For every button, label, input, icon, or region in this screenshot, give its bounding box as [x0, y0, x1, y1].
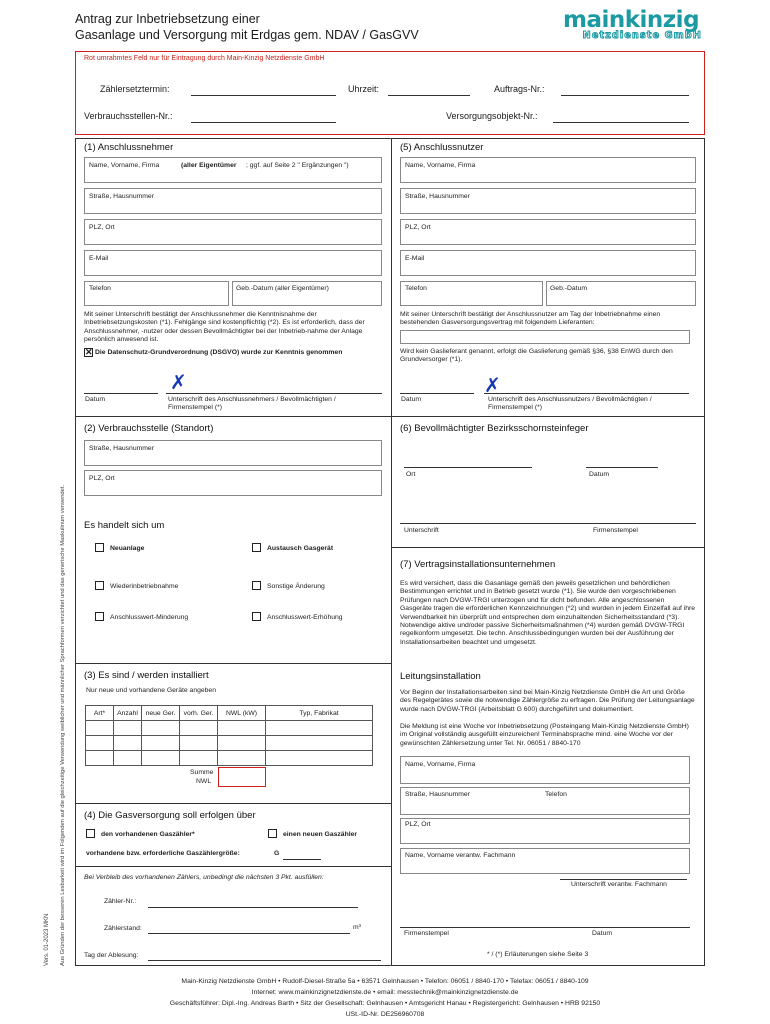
- summe-nwl-field[interactable]: [218, 767, 266, 787]
- s5-strasse-field[interactable]: [400, 188, 696, 214]
- section3-heading: (3) Es sind / werden installiert: [84, 670, 209, 681]
- s6-signature-line[interactable]: [400, 523, 696, 524]
- s2-plz-label: PLZ, Ort: [89, 475, 115, 482]
- form-title-line1: Antrag zur Inbetriebsetzung einer: [75, 12, 260, 26]
- s5-telefon-label: Telefon: [405, 285, 427, 292]
- table-row[interactable]: [86, 721, 373, 736]
- logo-subtitle: Netzdienste GmbH: [582, 30, 702, 41]
- neuer-zaehler-checkbox[interactable]: [268, 829, 277, 838]
- footer-line3: Geschäftsführer: Dipl.-Ing. Andreas Barth • Sitz der Gesellschaft: Gelnhausen • Amtsgericht Hanau • Registergericht: Gelnhausen • HRB 92150: [169, 1000, 601, 1007]
- ablesung-field[interactable]: [148, 960, 381, 961]
- s6-ort-label: Ort: [406, 471, 416, 478]
- erhoehung-label: Anschlusswert-Erhöhung: [267, 614, 343, 621]
- section4-heading: (4) Die Gasversorgung soll erfolgen über: [84, 810, 256, 821]
- s1-datum-line[interactable]: [84, 393, 158, 394]
- s6-ort-line[interactable]: [404, 467, 532, 468]
- s5-strasse-label: Straße, Hausnummer: [405, 193, 470, 200]
- s6-datum-label: Datum: [589, 471, 610, 478]
- s7-firmenstempel-label: Firmenstempel: [404, 930, 449, 937]
- austausch-checkbox[interactable]: [252, 543, 261, 552]
- m3-unit: m³: [353, 924, 361, 931]
- versorgungsobjekt-nr-label: Versorgungsobjekt-Nr.:: [446, 111, 538, 121]
- verbleib-note: Bei Verbleib des vorhandenen Zählers, unbedingt die nächsten 3 Pkt. ausfüllen:: [84, 874, 324, 881]
- zaehlersetztermin-label: Zählersetztermin:: [100, 84, 170, 94]
- s2-plz-field[interactable]: [84, 470, 382, 496]
- s7-fachmann-signature-label: Unterschrift verantw. Fachmann: [571, 881, 667, 888]
- signature-marker-icon: ✗: [170, 370, 187, 394]
- zaehler-nr-label: Zähler-Nr.:: [104, 898, 137, 905]
- leitung-text: Vor Beginn der Installationsarbeiten sind bei Main-Kinzig Netzdienste GmbH die Art und Größe des Regelgerätes sowie die notwendige Zählergröße zu erfragen. Die Prüfung der Leitungsanlage wurde nach DVGW-TRGI (Arbeitsblatt G 600) durchgeführt und dokumentiert.: [400, 689, 695, 713]
- separator-s2-s3: [75, 663, 391, 664]
- s7-plz-field[interactable]: [400, 818, 690, 844]
- section5-heading: (5) Anschlussnutzer: [400, 142, 484, 153]
- zaehlergroesse-label: vorhandene bzw. erforderliche Gaszählergröße:: [86, 850, 240, 857]
- erhoehung-checkbox[interactable]: [252, 612, 261, 621]
- vorhandener-zaehler-checkbox[interactable]: [86, 829, 95, 838]
- s1-name-note-bold: (aller Eigentümer: [181, 162, 237, 169]
- s3-subtitle: Nur neue und vorhandene Geräte angeben: [86, 687, 216, 694]
- s5-signature-line[interactable]: [484, 393, 689, 394]
- summe-label: Summe: [190, 769, 214, 776]
- footer-line1: Main-Kinzig Netzdienste GmbH • Rudolf-Diesel-Straße 5a • 63571 Gelnhausen • Telefon: 06051 / 8840-170 • Telefax: 06051 / 8840-109: [181, 978, 589, 985]
- ablesung-label: Tag der Ablesung:: [84, 952, 139, 959]
- s1-signature-line[interactable]: [166, 393, 382, 394]
- zaehlerstand-field[interactable]: [148, 933, 350, 934]
- s5-contract-text: Mit seiner Unterschrift bestätigt der Anschlussnutzer am Tag der Inbetriebnahme einen bestehenden Gasversorgungsvertrag mit folgendem Lieferanten:: [400, 311, 661, 327]
- devices-table-header: [86, 706, 373, 721]
- version-label: Vers. 01-2023 MKN: [44, 913, 50, 966]
- s1-name-note: ; ggf. auf Seite 2 " Ergänzungen "): [246, 162, 349, 169]
- section7-heading: (7) Vertragsinstallationsunternehmen: [400, 559, 556, 570]
- s5-signature-label: Unterschrift des Anschlussnutzers / Bevollmächtigten / Firmenstempel (*): [488, 396, 652, 412]
- minderung-checkbox[interactable]: [95, 612, 104, 621]
- form-title-line2: Gasanlage und Versorgung mit Erdgas gem. NDAV / GasGVV: [75, 28, 419, 42]
- s1-email-label: E-Mail: [89, 255, 109, 262]
- separator-verbleib: [75, 866, 391, 867]
- s1-strasse-label: Straße, Hausnummer: [89, 193, 154, 200]
- wiederinbetriebnahme-label: Wiederinbetriebnahme: [110, 583, 179, 590]
- s7-strasse-label: Straße, Hausnummer: [405, 791, 470, 798]
- s6-datum-line[interactable]: [586, 467, 658, 468]
- s2-strasse-field[interactable]: [84, 440, 382, 466]
- s5-name-label: Name, Vorname, Firma: [405, 162, 476, 169]
- verbrauchsstellen-nr-label: Verbrauchsstellen-Nr.:: [84, 111, 173, 121]
- side-note: Aus Gründen der besseren Lesbarkeit wird im Folgenden auf die gleichzeitige Verwendung weiblicher und männlicher Sprachformen verzichtet und das generische Maskulinum verwendet.: [60, 484, 66, 966]
- table-row[interactable]: [86, 736, 373, 751]
- s5-geb-label: Geb.-Datum: [550, 285, 588, 292]
- zaehlersetztermin-field[interactable]: [191, 95, 336, 96]
- logo-wordmark: mainkinzig: [563, 7, 700, 33]
- s6-firmenstempel-label: Firmenstempel: [593, 527, 638, 534]
- s5-plz-field[interactable]: [400, 219, 696, 245]
- leitung-deadline-text: Die Meldung ist eine Woche vor Inbetriebsetzung (Posteingang Main-Kinzig Netzdienste GmbH) im Original vollständig ausgefüllt einzureichen! Terminabsprache mind. eine Woche vor der gewünschten Zählersetzung unter Tel. Nr. 06051 / 8840-170: [400, 723, 689, 747]
- s5-datum-line[interactable]: [400, 393, 474, 394]
- separator-s3-s4: [75, 803, 391, 804]
- col-header: Anzahl: [114, 706, 142, 721]
- wiederinbetriebnahme-checkbox[interactable]: [95, 581, 104, 590]
- s7-stamp-line[interactable]: [400, 927, 690, 928]
- zaehler-nr-field[interactable]: [148, 907, 358, 908]
- neuer-zaehler-label: einen neuen Gaszähler: [283, 831, 358, 838]
- col-header: Art*: [86, 706, 114, 721]
- s1-strasse-field[interactable]: [84, 188, 382, 214]
- s7-datum-label: Datum: [592, 930, 613, 937]
- col-header: neue Ger.: [142, 706, 180, 721]
- lieferant-field[interactable]: [400, 330, 690, 344]
- s1-geb-label: Geb.-Datum (aller Eigentümer): [236, 285, 329, 292]
- auftrags-nr-field[interactable]: [561, 95, 689, 96]
- verbrauchsstellen-nr-field[interactable]: [191, 122, 336, 123]
- uhrzeit-field[interactable]: [388, 95, 470, 96]
- signature-marker-icon: ✗: [484, 373, 501, 397]
- zaehlerstand-label: Zählerstand:: [104, 925, 142, 932]
- s1-signature-label: Unterschrift des Anschlussnehmers / Bevollmächtigten / Firmenstempel (*): [168, 396, 336, 412]
- s1-name-label: Name, Vorname, Firma: [89, 162, 160, 169]
- s7-fachmann-label: Name, Vorname verantw. Fachmann: [405, 852, 516, 859]
- s7-assurance-text: Es wird versichert, dass die Gasanlage gemäß den jeweils gesetzlichen und behördlichen Bestimmungen errichtet und in Betrieb gesetzt wurde (*1). Sie wurde den vorgeschriebenen Prüfungen nach DVGW-TRGI unterzogen und für dicht befunden. Alle angeschlossenen Gasgeräte tragen die erforderlichen Kennzeichnungen (*2) und wurden in jedem Einzelfall auf ihre Verwendbarkeit hin überprüft und entsprechen dem einzuhaltenden Sicherheitsstandard (*3). Notwendige aktive und/oder passive Sicherheitsmaßnahmen (*4) wurden gemäß DVGW-TRGI regelkonform umgesetzt. Die techn. Anschlussbedingungen wurden bei der Ausführung der Installationsarbeiten beachtet und umgesetzt.: [400, 580, 696, 646]
- s2-strasse-label: Straße, Hausnummer: [89, 445, 154, 452]
- s7-plz-label: PLZ, Ort: [405, 821, 431, 828]
- neuanlage-checkbox[interactable]: [95, 543, 104, 552]
- section1-heading: (1) Anschlussnehmer: [84, 142, 174, 153]
- dsgvo-checkbox[interactable]: ✕: [85, 347, 93, 357]
- devices-table: [85, 705, 373, 766]
- s1-datum-label: Datum: [85, 396, 106, 403]
- vorhandener-zaehler-label: den vorhandenen Gaszähler*: [101, 831, 195, 838]
- auftrags-nr-label: Auftrags-Nr.:: [494, 84, 545, 94]
- s5-name-field[interactable]: [400, 157, 696, 183]
- s1-telefon-label: Telefon: [89, 285, 111, 292]
- col-header: vorh. Ger.: [180, 706, 218, 721]
- sonstige-label: Sonstige Änderung: [267, 583, 325, 590]
- s7-name-label: Name, Vorname, Firma: [405, 761, 476, 768]
- s1-name-field[interactable]: [84, 157, 382, 183]
- minderung-label: Anschlusswert-Minderung: [110, 614, 189, 621]
- col-header: Typ, Fabrikat: [266, 706, 373, 721]
- zaehlergroesse-field[interactable]: [283, 859, 321, 860]
- section2-heading: (2) Verbrauchsstelle (Standort): [84, 423, 214, 434]
- s5-datum-label: Datum: [401, 396, 422, 403]
- leitung-heading: Leitungsinstallation: [400, 671, 481, 682]
- section6-heading: (6) Bevollmächtigter Bezirksschornsteinfeger: [400, 423, 589, 434]
- column-divider: [391, 138, 392, 966]
- s5-email-field[interactable]: [400, 250, 696, 276]
- company-logo: [563, 8, 708, 46]
- table-row[interactable]: [86, 751, 373, 766]
- s5-plz-label: PLZ, Ort: [405, 224, 431, 231]
- s6-unterschrift-label: Unterschrift: [404, 527, 439, 534]
- s1-plz-field[interactable]: [84, 219, 382, 245]
- nwl-label: NWL: [196, 778, 212, 785]
- zaehlergroesse-g: G: [274, 850, 280, 857]
- neuanlage-label: Neuanlage: [110, 545, 145, 552]
- separator-s6-s7: [391, 547, 705, 548]
- uhrzeit-label: Uhrzeit:: [348, 84, 380, 94]
- s7-fachmann-signature-line[interactable]: [560, 879, 687, 880]
- s1-consent-text: Mit seiner Unterschrift bestätigt der Anschlussnehmer die Kenntnisnahme der Inbetriebsetzungskosten (*1). Fehlgänge sind kostenpflichtig (*2). Es ist erforderlich, dass der Anschlussnehmer, -nutzer oder dessen Bevollmächtigter bei der Inbetrieb-nahme der Anlage persönlich anwesend ist.: [84, 311, 365, 344]
- s5-email-label: E-Mail: [405, 255, 425, 262]
- footer-line2: Internet: www.mainkinzignetzdienste.de • email: messtechnik@mainkinzignetzdienste.de: [251, 989, 519, 996]
- internal-use-note: Rot umrahmtes Feld nur für Eintragung durch Main-Kinzig Netzdienste GmbH: [84, 55, 325, 62]
- footer-line4: USt.-ID-Nr. DE256960708: [345, 1011, 425, 1018]
- separator-row2: [75, 416, 705, 417]
- sonstige-checkbox[interactable]: [252, 581, 261, 590]
- s7-telefon-label: Telefon: [545, 791, 567, 798]
- versorgungsobjekt-nr-field[interactable]: [553, 122, 689, 123]
- handelt-sich-um-heading: Es handelt sich um: [84, 520, 165, 531]
- s1-email-field[interactable]: [84, 250, 382, 276]
- erlaeuterungen-note: * / (*) Erläuterungen siehe Seite 3: [487, 951, 589, 958]
- col-header: NWL (kW): [218, 706, 266, 721]
- austausch-label: Austausch Gasgerät: [267, 545, 334, 552]
- dsgvo-label: Die Datenschutz-Grundverordnung (DSGVO) wurde zur Kenntnis genommen: [95, 349, 343, 356]
- s5-grundversorger-text: Wird kein Gaslieferant genannt, erfolgt die Gaslieferung gemäß §36, §38 EnWG durch den Grundversorger (*1).: [400, 348, 673, 364]
- s1-plz-label: PLZ, Ort: [89, 224, 115, 231]
